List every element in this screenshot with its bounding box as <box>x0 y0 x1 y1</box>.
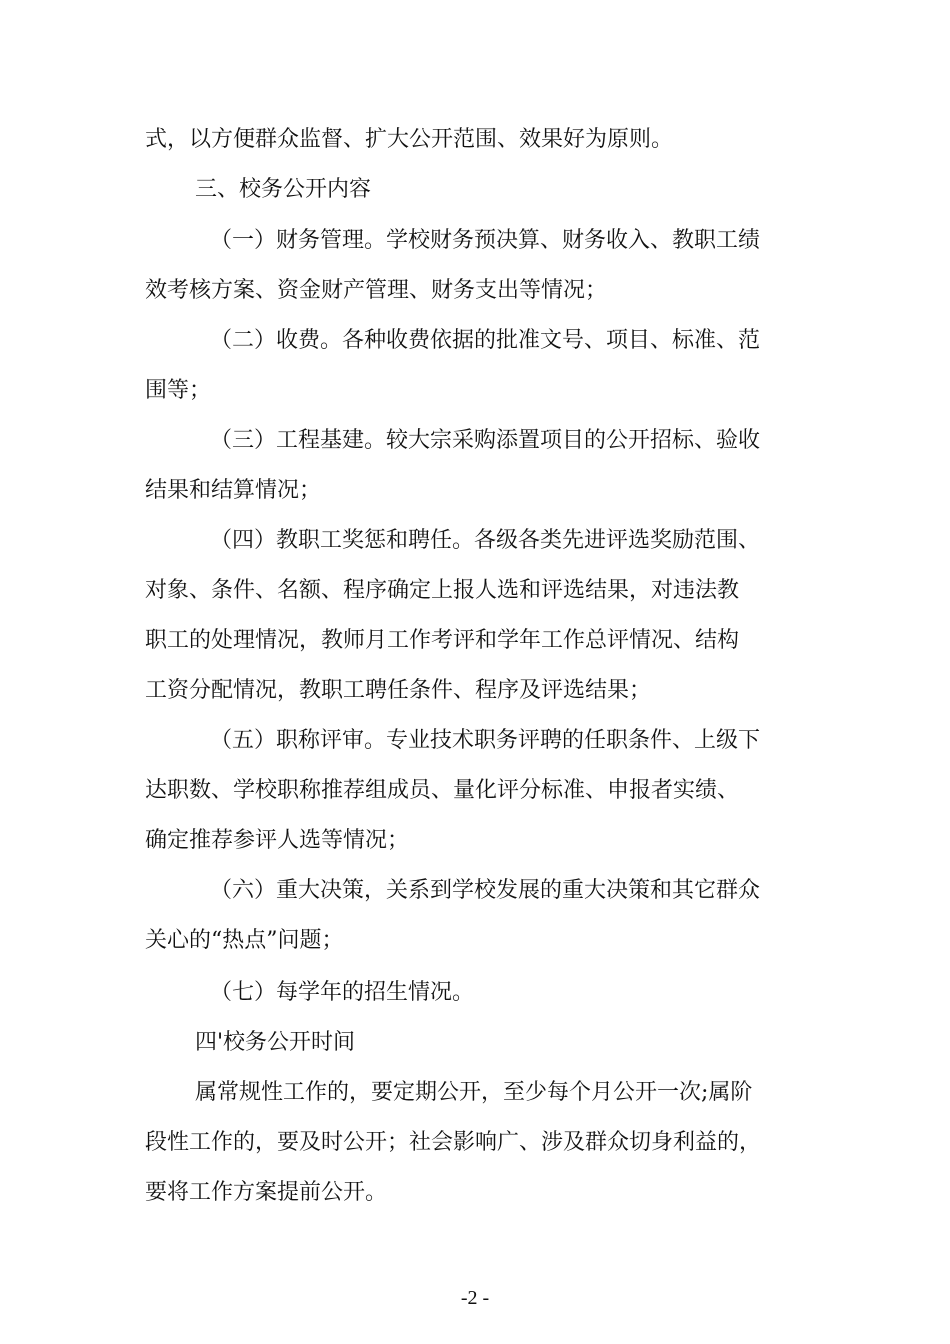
item-4-line: 对象、条件、名额、程序确定上报人选和评选结果，对违法教 <box>145 578 740 603</box>
item-6-line: 关心的“热点”问题； <box>145 928 344 953</box>
page-number: -2 - <box>460 1287 490 1309</box>
section-heading-time: 四'校务公开时间 <box>195 1030 356 1055</box>
item-7-line: （七）每学年的招生情况。 <box>210 980 475 1005</box>
item-4-line: （四）教职工奖惩和聘任。各级各类先进评选奖励范围、 <box>210 528 761 553</box>
item-4-line: 职工的处理情况，教师月工作考评和学年工作总评情况、结构 <box>145 628 740 653</box>
item-3-line: （三）工程基建。较大宗采购添置项目的公开招标、验收 <box>210 428 761 453</box>
item-5-line: （五）职称评审。专业技术职务评聘的任职条件、上级下 <box>210 728 761 753</box>
time-paragraph-line: 要将工作方案提前公开。 <box>145 1180 388 1205</box>
item-4-line: 工资分配情况，教职工聘任条件、程序及评选结果； <box>145 678 652 703</box>
time-paragraph-line: 属常规性工作的，要定期公开，至少每个月公开一次;属阶 <box>195 1080 753 1105</box>
item-2-line: （二）收费。各种收费依据的批准文号、项目、标准、范 <box>210 328 761 353</box>
section-heading-content: 三、校务公开内容 <box>195 177 372 202</box>
item-1-line: 效考核方案、资金财产管理、财务支出等情况； <box>145 278 608 303</box>
body-text-line: 式，以方便群众监督、扩大公开范围、效果好为原则。 <box>145 127 674 152</box>
item-1-line: （一）财务管理。学校财务预决算、财务收入、教职工绩 <box>210 228 761 253</box>
item-6-line: （六）重大决策，关系到学校发展的重大决策和其它群众 <box>210 878 761 903</box>
time-paragraph-line: 段性工作的，要及时公开；社会影响广、涉及群众切身利益的， <box>145 1130 762 1155</box>
item-5-line: 确定推荐参评人选等情况； <box>145 828 410 853</box>
item-5-line: 达职数、学校职称推荐组成员、量化评分标准、申报者实绩、 <box>145 778 740 803</box>
item-3-line: 结果和结算情况； <box>145 478 322 503</box>
item-2-line: 围等； <box>145 378 212 403</box>
